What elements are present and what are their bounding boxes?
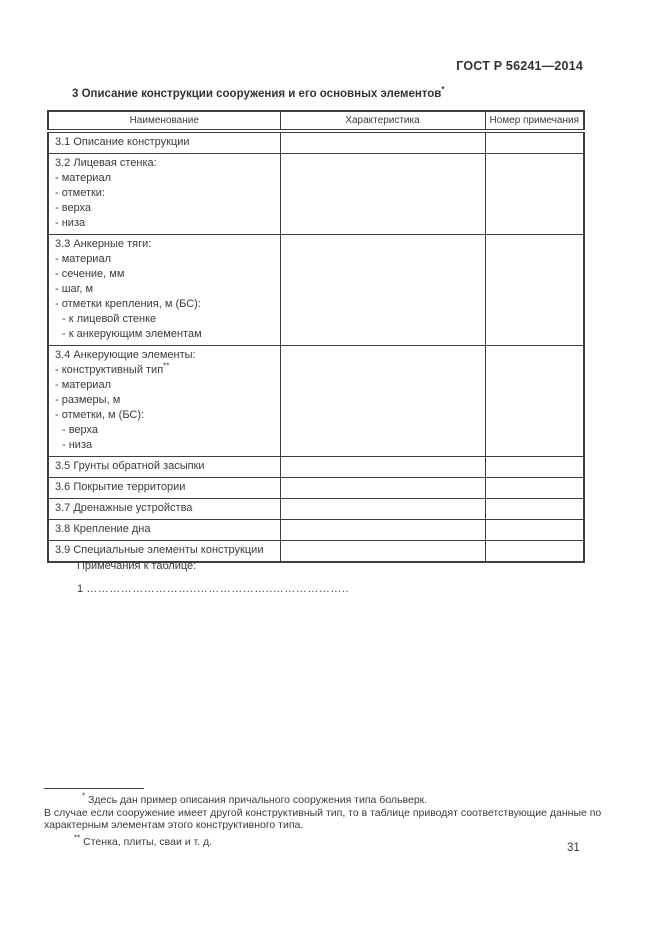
section-title-footnote-marker: * (441, 85, 445, 95)
name-cell-line: 3.9 Специальные элементы конструкции (55, 544, 264, 556)
note-number-cell-empty (485, 154, 584, 235)
notes-heading: Примечания к таблице: (77, 560, 197, 572)
name-cell-line: - размеры, м (55, 394, 121, 406)
note-number-cell-empty (485, 346, 584, 457)
table-row (48, 478, 584, 499)
note-number-cell-empty (485, 235, 584, 346)
name-cell-line: 3.1 Описание конструкции (55, 136, 190, 148)
characteristic-cell-empty (280, 457, 485, 478)
name-cell-line: - конструктивный тип** (55, 361, 170, 376)
table-body (48, 131, 584, 562)
footnote-1-text: Здесь дан пример описания причального сооружения типа больверк. (88, 794, 428, 806)
characteristic-cell-empty (280, 541, 485, 563)
name-cell-line: - отметки: (55, 187, 105, 199)
name-cell-line: - верха (55, 202, 92, 214)
table-row (48, 541, 584, 563)
name-cell-line: - шаг, м (55, 283, 94, 295)
footnote-1-marker: * (82, 791, 86, 801)
name-cell (48, 478, 280, 499)
name-cell (48, 541, 280, 563)
table-header-row (48, 111, 584, 131)
document-code: ГОСТ Р 56241—2014 (456, 59, 583, 73)
name-cell-line: - отметки крепления, м (БС): (55, 298, 201, 310)
name-cell (48, 235, 280, 346)
characteristic-cell-empty (280, 346, 485, 457)
notes-item-number: 1 (77, 583, 84, 595)
characteristic-cell-empty (280, 131, 485, 154)
name-cell (48, 499, 280, 520)
characteristic-cell-empty (280, 235, 485, 346)
footnotes-block (44, 788, 630, 848)
footnote-1 (44, 791, 630, 807)
table-row (48, 457, 584, 478)
name-cell-line: 3.8 Крепление дна (55, 523, 151, 535)
notes-item-dotted-line: ………………………..………………..……………….. (86, 583, 350, 595)
name-cell-line: - материал (55, 379, 111, 391)
page-number: 31 (567, 842, 580, 854)
name-cell (48, 154, 280, 235)
name-cell-line: - к анкерующим элементам (62, 328, 202, 340)
section-title (72, 85, 445, 100)
characteristic-cell-empty (280, 499, 485, 520)
table-row (48, 131, 584, 154)
footnote-2-text: Стенка, плиты, сваи и т. д. (83, 835, 213, 848)
footnote-marker: ** (163, 361, 170, 371)
name-cell-line: - сечение, мм (55, 268, 125, 280)
name-cell-line: - отметки, м (БС): (55, 409, 145, 421)
name-cell-line: - верха (62, 424, 99, 436)
name-cell-line: - материал (55, 172, 111, 184)
note-number-cell-empty (485, 131, 584, 154)
footnote-2-marker: ** (74, 833, 81, 842)
column-header-note-number: Номер примечания (485, 111, 584, 131)
footnote-divider-line (44, 788, 144, 789)
note-number-cell-empty (485, 520, 584, 541)
name-cell-line: 3.6 Покрытие территории (55, 481, 186, 493)
table-row (48, 499, 584, 520)
characteristic-cell-empty (280, 520, 485, 541)
notes-item (77, 583, 349, 595)
note-number-cell-empty (485, 499, 584, 520)
characteristic-cell-empty (280, 154, 485, 235)
name-cell-line: 3.4 Анкерующие элементы: (55, 349, 196, 361)
table-row (48, 520, 584, 541)
characteristic-cell-empty (280, 478, 485, 499)
name-cell-line: - низа (55, 217, 86, 229)
name-cell-line: 3.3 Анкерные тяги: (55, 238, 152, 250)
section-title-text: 3 Описание конструкции сооружения и его основных элементов (72, 88, 442, 100)
name-cell-line: 3.7 Дренажные устройства (55, 502, 193, 514)
name-cell-line: 3.5 Грунты обратной засыпки (55, 460, 205, 472)
name-cell (48, 131, 280, 154)
note-number-cell-empty (485, 478, 584, 499)
name-cell (48, 346, 280, 457)
footnote-1-continuation: В случае если сооружение имеет другой конструктивный тип, то в таблице приводят соответствующие данные по характерным элементам этого конструктивного типа. (44, 806, 602, 831)
name-cell-line: - низа (62, 439, 93, 451)
note-number-cell-empty (485, 541, 584, 563)
column-header-characteristic: Характеристика (280, 111, 485, 131)
name-cell-line: - материал (55, 253, 111, 265)
footnote-2 (44, 833, 630, 849)
name-cell (48, 520, 280, 541)
name-cell (48, 457, 280, 478)
table-header (48, 111, 584, 131)
name-cell-line: 3.2 Лицевая стенка: (55, 157, 157, 169)
construction-description-table (47, 110, 585, 563)
note-number-cell-empty (485, 457, 584, 478)
table-row (48, 235, 584, 346)
column-header-name: Наименование (48, 111, 280, 131)
name-cell-line: - к лицевой стенке (62, 313, 157, 325)
table-row (48, 154, 584, 235)
table-row (48, 346, 584, 457)
